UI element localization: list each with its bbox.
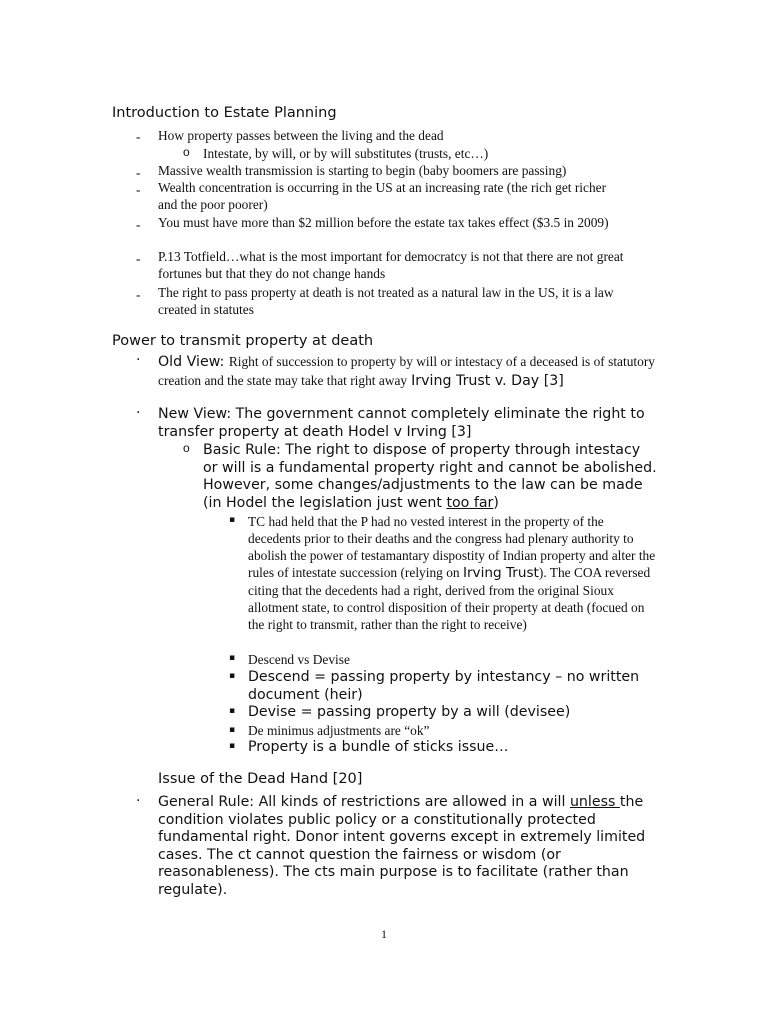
list-bullet: - <box>136 129 141 144</box>
tc-cite: Irving Trust <box>462 565 539 581</box>
list-bullet: - <box>136 251 141 266</box>
list-item: P.13 Totfield…what is the most important for democratcy is not that there are not great fortunes but that they do not change hands <box>158 249 624 281</box>
old-view-text: Right of succession to property by will or intestacy of a deceased is of statutory creation and the state may take that right away <box>158 354 655 388</box>
sub-list-item: Intestate, by will, or by will substitutes (trusts, etc…) <box>203 146 489 161</box>
bundle-item: Property is a bundle of sticks issue… <box>248 739 509 755</box>
tc-text: TC had held that the P had no vested interest in the property of the decedents prior to their deaths and the congress had plenary authority to abolish the power of testamantary dispostity of Indian property and alter the rules of intestate succession (relying on <box>248 514 656 580</box>
tc-item <box>248 513 658 633</box>
list-bullet: · <box>136 352 141 368</box>
square-bullet: ▪ <box>229 725 236 735</box>
descend-item: Descend = passing property by intestancy – no written document (heir) <box>248 669 640 703</box>
basic-rule-underlined: too far <box>446 494 494 511</box>
section-heading-intro: Introduction to Estate Planning <box>112 105 337 121</box>
general-rule-underlined: unless <box>569 794 620 810</box>
list-bullet: · <box>136 405 141 421</box>
general-rule-text: General Rule: All kinds of restrictions are allowed in a will <box>158 794 570 810</box>
basic-rule-item <box>203 442 658 512</box>
list-item: Massive wealth transmission is starting to begin (baby boomers are passing) <box>158 163 567 178</box>
square-bullet: ▪ <box>229 653 236 663</box>
square-bullet: ▪ <box>229 671 236 681</box>
sub-bullet: o <box>183 145 190 159</box>
square-bullet: ▪ <box>229 515 236 525</box>
new-view-item: New View: The government cannot completely eliminate the right to transfer property at death Hodel v Irving [3] <box>158 406 645 440</box>
list-bullet: - <box>136 182 141 197</box>
list-item: You must have more than $2 million before the estate tax takes effect ($3.5 in 2009) <box>158 215 609 230</box>
square-bullet: ▪ <box>229 741 236 751</box>
section-heading-dead-hand: Issue of the Dead Hand [20] <box>158 771 363 787</box>
basic-rule-text: Basic Rule: The right to dispose of property through intestacy or will is a fundamental property right and cannot be abolished. However, some changes/adjustments to the law can be made (in Hodel the legislation just went <box>203 442 657 511</box>
list-item: Wealth concentration is occurring in the US at an increasing rate (the rich get richer and the poor poorer) <box>158 180 607 212</box>
de-minimus-item: De minimus adjustments are “ok” <box>248 723 430 738</box>
sub-bullet: o <box>183 441 190 455</box>
descend-vs-devise: Descend vs Devise <box>248 652 350 667</box>
old-view-cite: Irving Trust v. Day [3] <box>411 372 564 389</box>
old-view-item <box>158 353 658 390</box>
list-bullet: · <box>136 793 141 809</box>
general-rule-item <box>158 794 658 900</box>
list-item: How property passes between the living and the dead <box>158 128 444 143</box>
list-bullet: - <box>136 165 141 180</box>
tc-text-cont: ). The COA reversed citing that the decedents had a right, derived from the original Sioux allotment state, to control disposition of their property at death (focued on the right to transmit, rather than the right to receive) <box>248 565 651 632</box>
page-number: 1 <box>381 927 387 941</box>
old-view-label: Old View: <box>158 354 229 370</box>
general-rule-cont: the condition violates public policy or a constitutionally protected fundamental right. Donor intent governs except in extremely limited cases. The ct cannot question the fairness or wisdom (or reasonableness). The cts main purpose is to facilitate (rather than regulate). <box>158 794 646 898</box>
list-item: The right to pass property at death is not treated as a natural law in the US, it is a law created in statutes <box>158 285 614 317</box>
list-bullet: - <box>136 287 141 302</box>
devise-item: Devise = passing property by a will (devisee) <box>248 704 571 720</box>
section-heading-power: Power to transmit property at death <box>112 333 374 349</box>
square-bullet: ▪ <box>229 706 236 716</box>
basic-rule-close: ) <box>493 494 499 511</box>
list-bullet: - <box>136 217 141 232</box>
